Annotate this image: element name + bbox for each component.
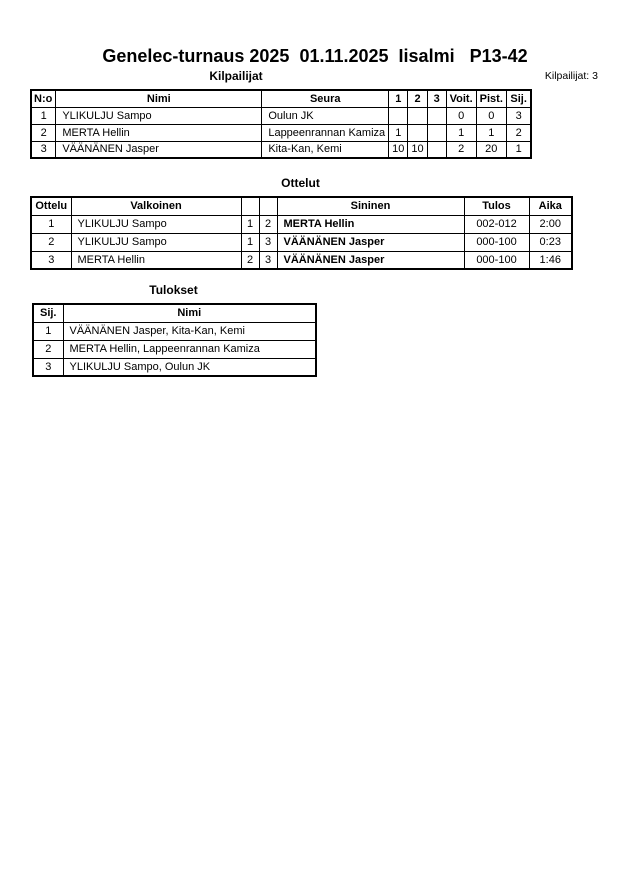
cell-pist: 1	[476, 124, 506, 141]
cell-white-no: 1	[241, 233, 259, 251]
cell-valkoinen: YLIKULJU Sampo	[71, 215, 241, 233]
cell-pist: 20	[476, 141, 506, 158]
col-header-2: 2	[408, 90, 427, 107]
cell-nimi: MERTA Hellin, Lappeenrannan Kamiza	[63, 340, 316, 358]
cell-valkoinen: MERTA Hellin	[71, 251, 241, 269]
cell-tulos: 000-100	[464, 233, 529, 251]
ottelut-heading: Ottelut	[281, 176, 320, 190]
cell-match1: 10	[389, 141, 408, 158]
match-row	[31, 233, 572, 251]
match-row	[31, 215, 572, 233]
competitor-count-label: Kilpailijat: 3	[544, 70, 598, 82]
cell-blue-no: 3	[259, 251, 277, 269]
cell-ottelu: 3	[31, 251, 71, 269]
col-header-seura: Seura	[262, 90, 389, 107]
cell-ottelu: 1	[31, 215, 71, 233]
table-header-row	[33, 304, 316, 322]
competitor-row	[31, 107, 531, 124]
col-header-nimi: Nimi	[56, 90, 262, 107]
cell-aika: 1:46	[529, 251, 572, 269]
cell-tulos: 002-012	[464, 215, 529, 233]
cell-sij: 3	[33, 358, 63, 376]
cell-no: 2	[31, 124, 56, 141]
cell-match2	[408, 107, 427, 124]
cell-valkoinen: YLIKULJU Sampo	[71, 233, 241, 251]
cell-aika: 0:23	[529, 233, 572, 251]
cell-no: 1	[31, 107, 56, 124]
cell-match2	[408, 124, 427, 141]
cell-sininen: VÄÄNÄNEN Jasper	[277, 251, 464, 269]
col-header-nimi: Nimi	[63, 304, 316, 322]
cell-sij: 1	[33, 322, 63, 340]
kilpailijat-heading: Kilpailijat	[209, 69, 263, 83]
cell-sininen: VÄÄNÄNEN Jasper	[277, 233, 464, 251]
col-header-voit: Voit.	[446, 90, 476, 107]
cell-nimi: YLIKULJU Sampo	[56, 107, 262, 124]
ottelut-table	[30, 196, 573, 270]
col-header-1: 1	[389, 90, 408, 107]
cell-nimi: VÄÄNÄNEN Jasper	[56, 141, 262, 158]
cell-voit: 2	[446, 141, 476, 158]
result-row	[33, 340, 316, 358]
tulokset-heading: Tulokset	[149, 283, 198, 297]
cell-nimi: YLIKULJU Sampo, Oulun JK	[63, 358, 316, 376]
cell-seura: Lappeenrannan Kamiza	[262, 124, 389, 141]
cell-ottelu: 2	[31, 233, 71, 251]
cell-white-no: 2	[241, 251, 259, 269]
cell-voit: 0	[446, 107, 476, 124]
cell-aika: 2:00	[529, 215, 572, 233]
cell-pist: 0	[476, 107, 506, 124]
cell-seura: Kita-Kan, Kemi	[262, 141, 389, 158]
cell-voit: 1	[446, 124, 476, 141]
col-header-aika: Aika	[529, 197, 572, 215]
cell-sij: 2	[33, 340, 63, 358]
cell-seura: Oulun JK	[262, 107, 389, 124]
cell-white-no: 1	[241, 215, 259, 233]
cell-match3	[427, 124, 446, 141]
col-header-3: 3	[427, 90, 446, 107]
col-header-tulos: Tulos	[464, 197, 529, 215]
col-header-white-no	[241, 197, 259, 215]
tulokset-table	[32, 303, 317, 377]
cell-tulos: 000-100	[464, 251, 529, 269]
cell-sij: 1	[506, 141, 531, 158]
cell-blue-no: 3	[259, 233, 277, 251]
cell-match3	[427, 107, 446, 124]
cell-match3	[427, 141, 446, 158]
table-header-row	[31, 90, 531, 107]
col-header-sij: Sij.	[506, 90, 531, 107]
table-header-row	[31, 197, 572, 215]
cell-sij: 2	[506, 124, 531, 141]
result-row	[33, 322, 316, 340]
cell-nimi: MERTA Hellin	[56, 124, 262, 141]
cell-blue-no: 2	[259, 215, 277, 233]
cell-match1: 1	[389, 124, 408, 141]
cell-sininen: MERTA Hellin	[277, 215, 464, 233]
col-header-sij: Sij.	[33, 304, 63, 322]
col-header-blue-no	[259, 197, 277, 215]
col-header-ottelu: Ottelu	[31, 197, 71, 215]
result-row	[33, 358, 316, 376]
page-title: Genelec-turnaus 2025 01.11.2025 Iisalmi P13-42	[102, 46, 528, 66]
col-header-pist: Pist.	[476, 90, 506, 107]
kilpailijat-table	[30, 89, 532, 159]
competitor-row	[31, 141, 531, 158]
match-row	[31, 251, 572, 269]
col-header-valkoinen: Valkoinen	[71, 197, 241, 215]
cell-match1	[389, 107, 408, 124]
cell-match2: 10	[408, 141, 427, 158]
col-header-sininen: Sininen	[277, 197, 464, 215]
cell-no: 3	[31, 141, 56, 158]
competitor-row	[31, 124, 531, 141]
col-header-no: N:o	[31, 90, 56, 107]
cell-nimi: VÄÄNÄNEN Jasper, Kita-Kan, Kemi	[63, 322, 316, 340]
cell-sij: 3	[506, 107, 531, 124]
